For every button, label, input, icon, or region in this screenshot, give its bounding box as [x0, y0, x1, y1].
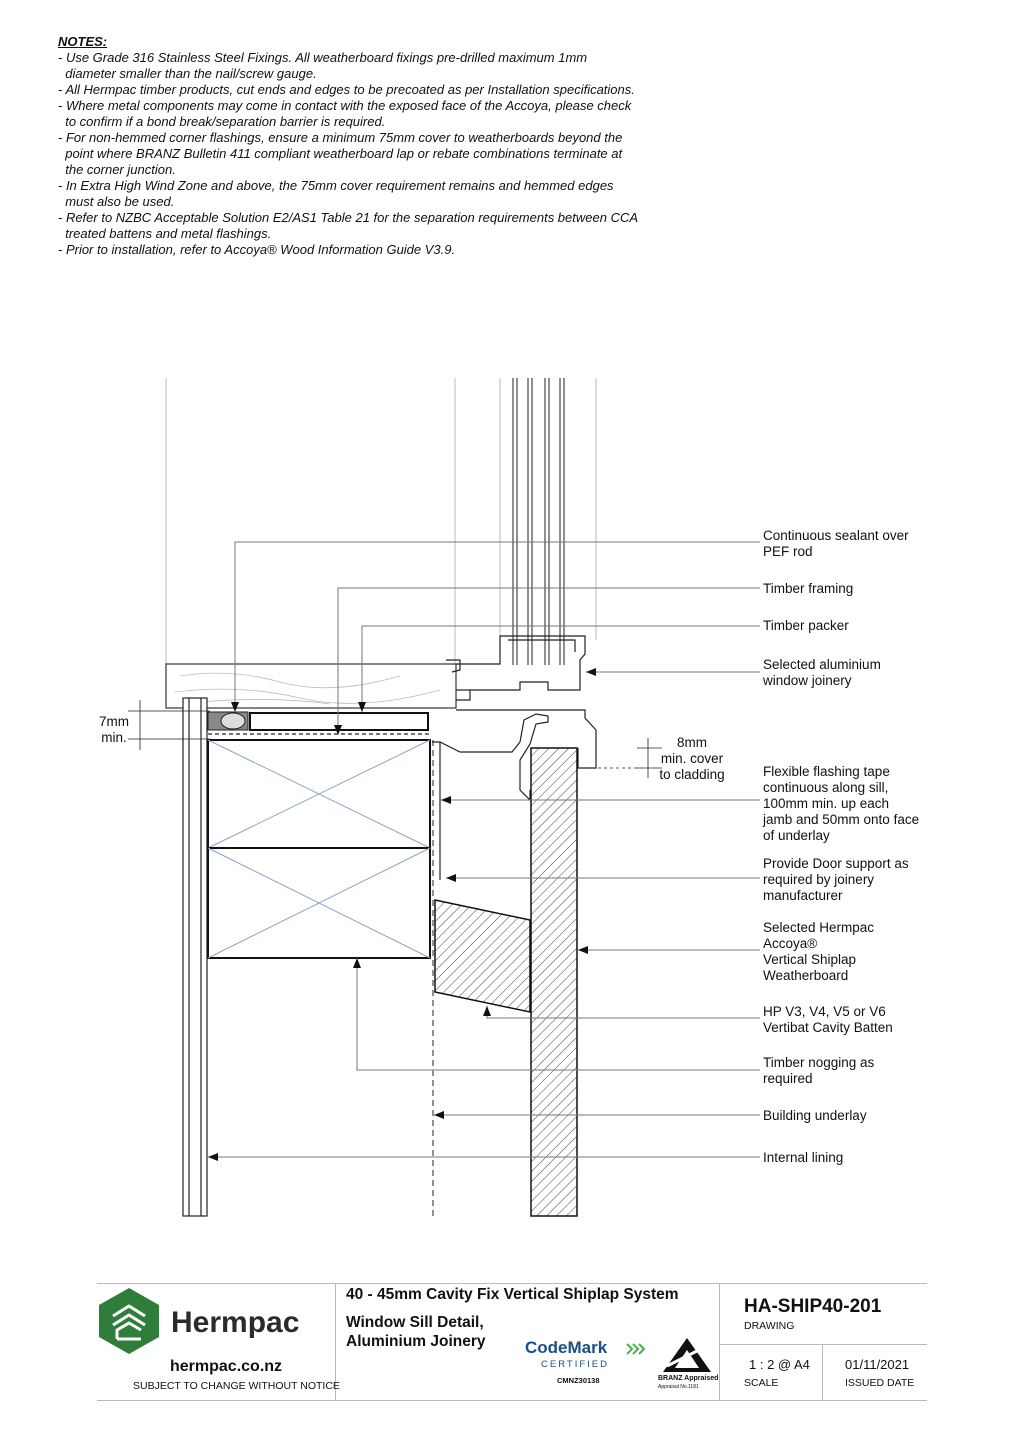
- label-batten: HP V3, V4, V5 or V6 Vertibat Cavity Batten: [763, 1004, 893, 1035]
- internal-sill-board: [166, 664, 456, 708]
- timber-framing: [208, 740, 430, 958]
- note-3: - Where metal components may come in contact with the exposed face of the Accoya, please check to confirm if a bond break/separation barrier is required.: [58, 98, 632, 129]
- label-weatherboard: Selected Hermpac Accoya® Vertical Shiplap Weatherboard: [763, 920, 875, 983]
- scale-value: 1 : 2 @ A4: [749, 1357, 810, 1372]
- codemark-number: CMNZ30138: [557, 1376, 600, 1385]
- branz-appraised: BRANZ Appraised: [658, 1375, 719, 1382]
- cavity-batten: [435, 900, 530, 1012]
- codemark-logo: CodeMark: [525, 1338, 608, 1357]
- note-1: - Use Grade 316 Stainless Steel Fixings. All weatherboard fixings pre-drilled maximum 1mm diameter smaller than the nail/screw gauge.: [58, 50, 588, 81]
- issued-date-label: ISSUED DATE: [845, 1377, 915, 1389]
- brand-name: Hermpac: [171, 1306, 300, 1339]
- issued-date-value: 01/11/2021: [845, 1357, 910, 1372]
- label-packer: Timber packer: [763, 618, 849, 633]
- label-lining: Internal lining: [763, 1150, 844, 1165]
- note-7: - Prior to installation, refer to Accoya® Wood Information Guide V3.9.: [58, 242, 456, 257]
- title-block: [97, 1283, 927, 1401]
- hermpac-logo-icon: [97, 1286, 161, 1356]
- label-door-support: Provide Door support as required by joinery manufacturer: [763, 856, 909, 903]
- brand-website: hermpac.co.nz: [170, 1358, 283, 1375]
- weatherboard: [531, 748, 577, 1216]
- scale-label: SCALE: [744, 1377, 779, 1389]
- glazing-unit: [513, 378, 564, 665]
- notes-heading: NOTES:: [58, 34, 108, 49]
- drawing-label: DRAWING: [744, 1320, 795, 1332]
- branz-number: Appraisal No.1181: [658, 1384, 699, 1390]
- label-underlay: Building underlay: [763, 1108, 867, 1123]
- label-tape: Flexible flashing tape continuous along sill, 100mm min. up each jamb and 50mm onto face of underlay: [763, 764, 920, 843]
- note-2: - All Hermpac timber products, cut ends and edges to be precoated as per Installation specifications.: [58, 82, 635, 97]
- label-joinery: Selected aluminium window joinery: [763, 657, 881, 688]
- disclaimer: SUBJECT TO CHANGE WITHOUT NOTICE: [133, 1380, 340, 1392]
- codemark-certified: CERTIFIED: [541, 1359, 609, 1370]
- label-framing: Timber framing: [763, 581, 854, 596]
- note-5: - In Extra High Wind Zone and above, the 75mm cover requirement remains and hemmed edges must also be used.: [58, 178, 614, 209]
- cover-dimension: [580, 738, 662, 778]
- branz-logo-icon: [659, 1336, 715, 1374]
- internal-lining: [183, 698, 207, 1216]
- drawing-number: HA-SHIP40-201: [744, 1296, 882, 1317]
- label-sealant: Continuous sealant over PEF rod: [763, 528, 909, 559]
- note-4: - For non-hemmed corner flashings, ensure a minimum 75mm cover to weatherboards beyond the point where BRANZ Bulletin 411 compliant weatherboard lap or rebate combinations terminate at the corner junction.: [58, 130, 623, 177]
- codemark-chevrons-icon: [625, 1342, 647, 1356]
- cover-dimension-label: 8mm min. cover to cladding: [659, 735, 725, 782]
- detail-title: Window Sill Detail, Aluminium Joinery: [346, 1314, 486, 1350]
- note-6: - Refer to NZBC Acceptable Solution E2/AS1 Table 21 for the separation requirements between CCA treated battens and metal flashings.: [58, 210, 639, 241]
- gap-dimension-label: 7mm min.: [99, 714, 129, 745]
- sealant-pef-rod: [208, 712, 248, 730]
- label-nogging: Timber nogging as required: [763, 1055, 875, 1086]
- system-title: 40 - 45mm Cavity Fix Vertical Shiplap System: [346, 1286, 679, 1303]
